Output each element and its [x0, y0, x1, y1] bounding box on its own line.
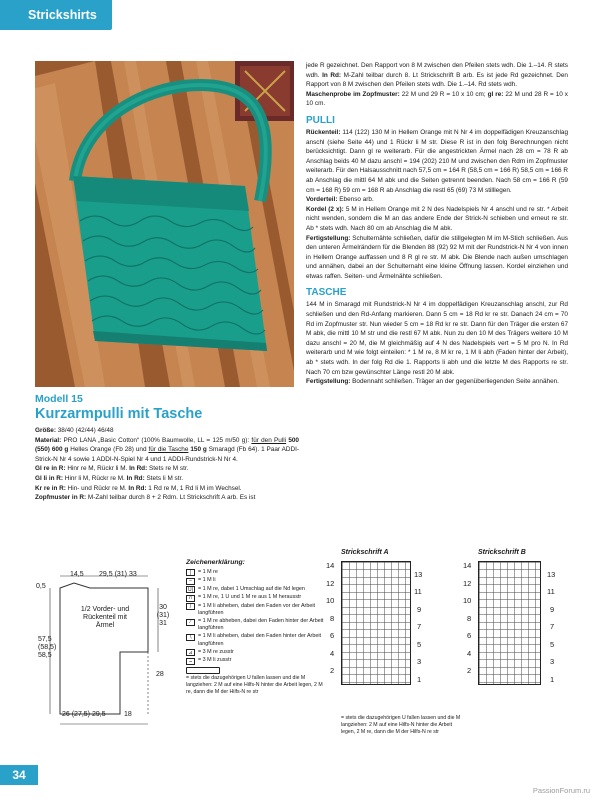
chart-b-row-label: 14	[463, 561, 472, 570]
chart-a-row-label: 5	[417, 640, 422, 649]
gl-re-paragraph: Gl re in R: Hinr re M, Rückr li M. In Rd: Stets re M str.	[35, 465, 189, 473]
chart-b-title: Strickschrift B	[478, 549, 526, 556]
legend-item: ∖ = 1 M li abheben, dabei den Faden hinter der Arbeit langführen	[186, 633, 326, 647]
legend-item: /\ = 1 M re, 1 U und 1 M re aus 1 M herausstr	[186, 594, 326, 602]
chart-b-row-label: 10	[463, 596, 472, 605]
legend-item: | = 1 M re	[186, 569, 326, 577]
chart-b-row-label: 4	[467, 649, 472, 658]
slip-knit-back-symbol-icon: ∕	[186, 619, 195, 626]
chart-b-row-label: 7	[550, 622, 555, 631]
legend-item: – = 1 M li	[186, 577, 326, 585]
legend-item: ⨼ = 3 M li zusstr	[186, 657, 326, 665]
zopf-paragraph: Zopfmuster in R: M-Zahl teilbar durch 8 + 2 Rdm. Lt Strickschrift A arb. Es ist	[35, 494, 256, 502]
chart-b-row-label: 2	[467, 666, 472, 675]
chart-a-row-label: 14	[326, 561, 335, 570]
bag-on-bench-image	[35, 61, 294, 387]
chart-a-footer: = stets die dazugehörigen U fallen lassen und die M langziehen: 2 M auf eine Hilfs-N hinter die Arbeit legen, 2 M re, dann die M der Hilfs-N re str	[341, 715, 461, 735]
rueckenteil-paragraph: Rückenteil: 114 (122) 130 M in Hellem Orange mit N Nr 4 im doppelfädigen Kreuzanschlag anschl (siehe Seite 44) und 1 Rückr li M str. Diese R ist in den folg Berechnungen nicht berücksichtigt. Dann gl re weiterarb. Für die angestrickten Ärmel nach 28 cm = 78 R ab Anschlag beids 40 M dazu anschl = 194 (202) 210 M und zwischen den Rdm im Zopfmuster weiterarb. Für den Halsausschnitt nach 57,5 cm = 164 R (58,5 cm = 166 R) 58,5 cm = 166 R ab Anschlag die mittl 64 M abk und die Seiten getrennt beenden. Nach 58 cm = 166 R (59 cm = 168 R) 59 cm = 168 R ab Anschlag die restl 65 (69) 73 M stilllegen.	[306, 128, 568, 194]
chart-b-row-label: 13	[547, 570, 556, 579]
schematic-right-lower: 28	[156, 671, 164, 678]
slip-purl-back-symbol-icon: ∖	[186, 634, 195, 641]
cable-symbol-icon	[186, 667, 220, 674]
schematic-top-left: 14,5	[70, 571, 84, 578]
product-photo	[35, 61, 294, 387]
chart-a-row-label: 7	[417, 622, 422, 631]
increase-symbol-icon: /\	[186, 595, 195, 602]
legend-item	[186, 667, 326, 675]
fertigstellung-paragraph: Fertigstellung: Schulternähte schließen, dafür die stillgelegten M im M-Stich schließen. Aus den unteren Ärmelrändern für die Blenden 88 (92) 92 M mit der Rundstrick-N Nr 4 von innen in Hellem Orange auffassen und 8 R gl re str. M abk. Die Blende nach außen umschlagen und annähen, dabei an der Schulternaht eine kleine Öffnung lassen. Kordel einziehen und etwas raffen. Seiten- und Ärmelnähte schließen.	[306, 234, 568, 280]
chart-a-grid	[341, 561, 411, 685]
legend-footer: = stets die dazugehörigen U fallen lassen und die M langziehen: 2 M auf eine Hilfs-N hinter die Arbeit legen, 2 M re, dann die M der Hilfs-N re str	[186, 675, 323, 696]
legend-item: / = 1 M li abheben, dabei den Faden vor der Arbeit langführen	[186, 603, 326, 617]
chart-b-row-label: 5	[550, 640, 555, 649]
yarn-over-knit-symbol-icon: U|	[186, 586, 195, 593]
chart-a-row-label: 8	[330, 614, 335, 623]
kordel-paragraph: Kordel (2 x): 5 M in Hellem Orange mit 2 N des Nadelspiels Nr 4 anschl und re str. * Arbeit nicht wenden, sondern die M an das andere Ende der Strick-N schieben und erneut re str. Ab * stets wdh. Nach 80 cm ab Anschlag die M abk.	[306, 205, 568, 232]
legend-item: U| = 1 M re, dabei 1 Umschlag auf die Nd legen	[186, 586, 326, 594]
chart-a-row-label: 10	[326, 596, 335, 605]
chart-b-row-label: 3	[550, 657, 555, 666]
chart-b-row-label: 11	[547, 587, 555, 596]
schematic-right-measure: 30 (31) 31	[156, 604, 170, 627]
vorderteil-paragraph: Vorderteil: Ebenso arb.	[306, 196, 374, 204]
chart-a-row-label: 12	[326, 579, 335, 588]
maschenprobe-paragraph: Maschenprobe im Zopfmuster: 22 M und 29 R = 10 x 10 cm; gl re: 22 M und 28 R = 10 x 10 cm.	[306, 90, 568, 108]
chart-a-row-label: 1	[417, 675, 422, 684]
schematic-top-mid: 29,5 (31) 33	[99, 571, 137, 578]
chart-a-row-label: 4	[330, 649, 335, 658]
groesse-paragraph: Größe: 38/40 (42/44) 46/48	[35, 427, 114, 434]
chart-b-row-label: 1	[550, 675, 555, 684]
schematic-bottom-right: 18	[124, 711, 132, 718]
chart-a-row-label: 3	[417, 657, 422, 666]
k3tog-symbol-icon: ⊿	[186, 649, 195, 656]
schematic-bottom-measure: 26 (27,5) 29,5	[62, 711, 106, 718]
tasche-fertigstellung-paragraph: Fertigstellung: Bodennaht schließen. Träger an der gegenüberliegenden Seite annähen.	[306, 378, 559, 386]
material-paragraph: Material: PRO LANA „Basic Cotton“ (100% Baumwolle, LL = 125 m/50 g): für den Pulli 500 (550) 600 g Helles Orange (Fb 28) und für die Tasche 150 g Smaragd (Fb 64). 1 Paar ADDI-Strick-N Nr 4 sowie 1 ADDI-N-Spiel Nr 4 und 1 ADDI-Rundstrick-N Nr 4.	[35, 436, 300, 463]
chart-b-row-label: 9	[550, 605, 555, 614]
model-title: Kurzarmpulli mit Tasche	[35, 406, 203, 422]
intro-paragraph: jede R gezeichnet. Den Rapport von 8 M zwischen den Pfeilen stets wdh. Die 1.–14. R stets wdh. In Rd: M-Zahl teilbar durch 8. Lt Strickschrift B arb. Es ist jede Rd gezeichnet. Den Rapport von 8 M zwischen den Pfeilen stets wdh. Die 1.–14. Rd stets wdh.	[306, 62, 568, 89]
schematic-left-measure: 57,5 (58,5) 58,5	[38, 636, 57, 659]
chart-a-row-label: 13	[414, 570, 423, 579]
legend-title: Zeichenerklärung:	[186, 559, 245, 566]
legend	[186, 558, 326, 696]
chart-a-row-label: 11	[414, 587, 422, 596]
chart-b-grid	[478, 561, 541, 685]
schematic-center-text: 1/2 Vorder- und Rückenteil mit Ärmel	[80, 606, 130, 629]
chart-a-row-label: 6	[330, 631, 335, 640]
tasche-paragraph: 144 M in Smaragd mit Rundstrick-N Nr 4 im doppelfädigen Kreuzanschlag anschl, zur Rd schließen und den Rd-Anfang markieren. Dann 5 cm = 18 Rd kr re str. Danach 24 cm = 70 Rd im Zopfmuster str. Nun wieder 5 cm = 18 Rd kr re str. Dann für den Träger die ersten 67 M abk, die mittl 10 M str und die restl 67 M abk. Nun zu den 10 M des Trägers weitere 10 M dazu anschl = 20 M, die M gleichmäßig auf 4 N des Nadelspiels vert = 5 M pro N. In Rd weiterarb und M wie folgt einteilen: * 1 M re, 8 M kr re, 1 M li abh (Faden hinter der Arbeit), ab * stets wdh. In der folg Rd die 1. Rapports li abh und die letzte M des Rapports re str. Nach 70 cm bzw gewünschter Länge restl 20 M abk.	[306, 301, 568, 376]
slip-front-symbol-icon: /	[186, 603, 195, 610]
chart-b-row-label: 12	[463, 579, 472, 588]
knit-symbol-icon: |	[186, 569, 195, 576]
chart-a-row-label: 2	[330, 666, 335, 675]
model-label: Modell 15	[35, 393, 83, 405]
kr-re-paragraph: Kr re in R: Hin- und Rückr re M. In Rd: 1 Rd re M, 1 Rd li M im Wechsel.	[35, 484, 242, 492]
p3tog-symbol-icon: ⨼	[186, 658, 195, 665]
chart-b-row-label: 8	[467, 614, 472, 623]
legend-item: ∕ = 1 M re abheben, dabei den Faden hinter der Arbeit langführen	[186, 618, 326, 632]
right-text-column	[306, 61, 568, 387]
pulli-heading: PULLI	[306, 114, 335, 126]
chart-b-row-label: 6	[467, 631, 472, 640]
chart-a-title: Strickschrift A	[341, 549, 389, 556]
schematic-left-top: 0,5	[36, 583, 46, 590]
tasche-heading: TASCHE	[306, 287, 347, 299]
left-text-column	[35, 393, 299, 503]
page-number: 34	[0, 765, 38, 785]
gl-li-paragraph: Gl li in R: Hinr li M, Rückr re M. In Rd: Stets li M str.	[35, 474, 184, 482]
legend-item: ⊿ = 3 M re zusstr	[186, 649, 326, 657]
purl-symbol-icon: –	[186, 578, 195, 585]
section-tab: Strickshirts	[0, 0, 112, 30]
watermark: PassionForum.ru	[532, 786, 590, 795]
chart-a-row-label: 9	[417, 605, 422, 614]
